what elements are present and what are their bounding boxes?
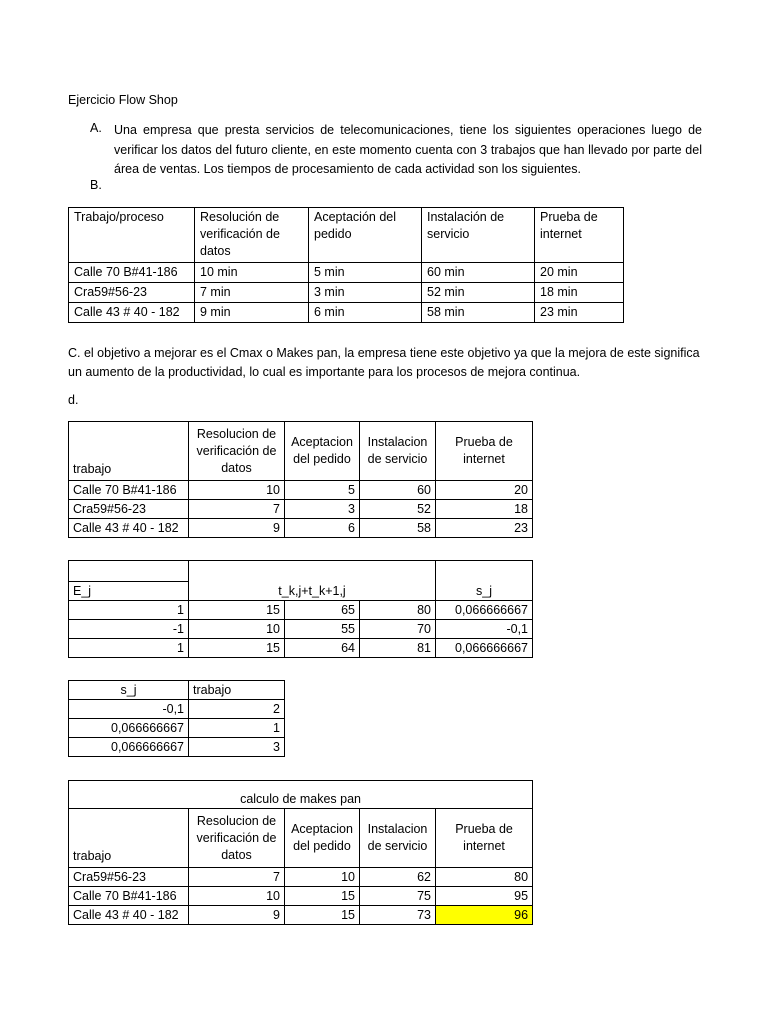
table-header-row [69, 681, 285, 700]
table-cell: 3 min [309, 283, 422, 303]
list-item-a [90, 121, 702, 180]
table-header-row [69, 809, 533, 868]
makespan-table [68, 780, 533, 925]
document-title: Ejercicio Flow Shop [68, 93, 178, 107]
column-header: s_j [436, 582, 533, 601]
column-header: Resolucion de verificación de datos [189, 809, 285, 868]
column-header: Resolución de verificación de datos [195, 208, 309, 263]
table-cell: 7 [189, 500, 285, 519]
table-cell: 20 min [535, 263, 624, 283]
table-cell: 81 [360, 639, 436, 658]
table-row [69, 639, 533, 658]
list-marker-a: A. [90, 121, 102, 135]
column-header: Instalacion de servicio [360, 809, 436, 868]
table-row [69, 887, 533, 906]
table-cell: 65 [285, 601, 360, 620]
list-marker-b: B. [90, 178, 102, 192]
processing-times-numeric-table [68, 421, 533, 538]
table-cell: 10 [285, 868, 360, 887]
table-cell: 1 [69, 601, 189, 620]
column-header: s_j [69, 681, 189, 700]
table-cell: 6 min [309, 303, 422, 323]
table-cell: 80 [436, 868, 533, 887]
table-cell: 18 min [535, 283, 624, 303]
table-cell: 52 [360, 500, 436, 519]
column-header: trabajo [69, 422, 189, 481]
table-cell: 0,066666667 [436, 639, 533, 658]
table-row [69, 303, 624, 323]
column-header: Trabajo/proceso [69, 208, 195, 263]
table-cell: 1 [69, 639, 189, 658]
table-cell: 15 [285, 906, 360, 925]
table-cell: 7 min [195, 283, 309, 303]
table-cell: -0,1 [69, 700, 189, 719]
table-cell: Cra59#56-23 [69, 500, 189, 519]
table-cell: 6 [285, 519, 360, 538]
table-cell: 64 [285, 639, 360, 658]
table-cell: 75 [360, 887, 436, 906]
table-cell: 0,066666667 [69, 719, 189, 738]
table-cell: 10 min [195, 263, 309, 283]
column-header: Aceptación del pedido [309, 208, 422, 263]
table-cell: 20 [436, 481, 533, 500]
table-cell: Cra59#56-23 [69, 868, 189, 887]
sj-sorted-table [68, 680, 285, 757]
table-cell: 1 [189, 719, 285, 738]
table-header-row [69, 582, 533, 601]
table-cell: 15 [189, 601, 285, 620]
table-cell: 10 [189, 887, 285, 906]
table-cell: 15 [189, 639, 285, 658]
table-header-row [69, 208, 624, 263]
table-cell: 55 [285, 620, 360, 639]
table-cell: 70 [360, 620, 436, 639]
table-row [69, 519, 533, 538]
table-row [69, 620, 533, 639]
table-cell: Calle 43 # 40 - 182 [69, 303, 195, 323]
table-header-row [69, 422, 533, 481]
column-header: Prueba de internet [436, 422, 533, 481]
table-cell: 73 [360, 906, 436, 925]
table-cell: 10 [189, 620, 285, 639]
column-header: trabajo [189, 681, 285, 700]
section-c-text: C. el objetivo a mejorar es el Cmax o Makes pan, la empresa tiene este objetivo ya que la mejora de este significa un aumento de la productividad, lo cual es importante para los procesos de mejora continua. [68, 346, 700, 379]
column-header: Instalación de servicio [422, 208, 535, 263]
table-row [69, 263, 624, 283]
table-caption-row [69, 781, 533, 809]
table-row [69, 283, 624, 303]
table-cell: 58 min [422, 303, 535, 323]
column-header: Prueba de internet [535, 208, 624, 263]
table-cell: Calle 70 B#41-186 [69, 887, 189, 906]
table-row [69, 906, 533, 925]
makespan-result-cell: 96 [436, 906, 533, 925]
table-cell: 3 [285, 500, 360, 519]
table-cell: 58 [360, 519, 436, 538]
table-row [69, 868, 533, 887]
table-row [69, 601, 533, 620]
column-header: Resolucion de verificación de datos [189, 422, 285, 481]
table-row [69, 700, 285, 719]
table-cell: 5 [285, 481, 360, 500]
table-cell: 2 [189, 700, 285, 719]
table-cell: 7 [189, 868, 285, 887]
table-cell: -0,1 [436, 620, 533, 639]
table-cell: Calle 43 # 40 - 182 [69, 906, 189, 925]
table-cell: 95 [436, 887, 533, 906]
table-cell: -1 [69, 620, 189, 639]
column-header: Aceptacion del pedido [285, 422, 360, 481]
column-header: Aceptacion del pedido [285, 809, 360, 868]
column-header: Instalacion de servicio [360, 422, 436, 481]
table-cell: Calle 70 B#41-186 [69, 263, 195, 283]
table-cell: 0,066666667 [69, 738, 189, 757]
makespan-caption: calculo de makes pan [69, 781, 533, 809]
column-header: Prueba de internet [436, 809, 533, 868]
table-cell: 23 [436, 519, 533, 538]
table-cell: 18 [436, 500, 533, 519]
table-cell: 23 min [535, 303, 624, 323]
table-cell: 9 [189, 519, 285, 538]
table-cell: 52 min [422, 283, 535, 303]
table-cell: 3 [189, 738, 285, 757]
table-cell: Calle 70 B#41-186 [69, 481, 189, 500]
table-cell: 60 min [422, 263, 535, 283]
sj-calculation-table [68, 560, 533, 658]
table-cell: Cra59#56-23 [69, 283, 195, 303]
table-cell: 10 [189, 481, 285, 500]
table-row [69, 500, 533, 519]
table-row [69, 738, 285, 757]
table-cell: 0,066666667 [436, 601, 533, 620]
list-text-a: Una empresa que presta servicios de telecomunicaciones, tiene los siguientes operaciones luego de verificar los datos del futuro cliente, en este momento cuenta con 3 trabajos que han llevado por parte del área de ventas. Los tiempos de procesamiento de cada actividad son los siguientes. [114, 123, 702, 176]
table-cell: 80 [360, 601, 436, 620]
table-row [69, 481, 533, 500]
column-header: t_k,j+t_k+1,j [189, 582, 436, 601]
column-header: trabajo [69, 809, 189, 868]
column-header: E_j [69, 582, 189, 601]
table-row [69, 719, 285, 738]
section-d-label: d. [68, 393, 79, 407]
table-cell: 60 [360, 481, 436, 500]
table-cell: Calle 43 # 40 - 182 [69, 519, 189, 538]
table-cell: 9 [189, 906, 285, 925]
processing-times-table [68, 207, 624, 323]
table-cell: 5 min [309, 263, 422, 283]
table-spacer-row [69, 561, 533, 582]
table-cell: 62 [360, 868, 436, 887]
table-cell: 15 [285, 887, 360, 906]
table-cell: 9 min [195, 303, 309, 323]
